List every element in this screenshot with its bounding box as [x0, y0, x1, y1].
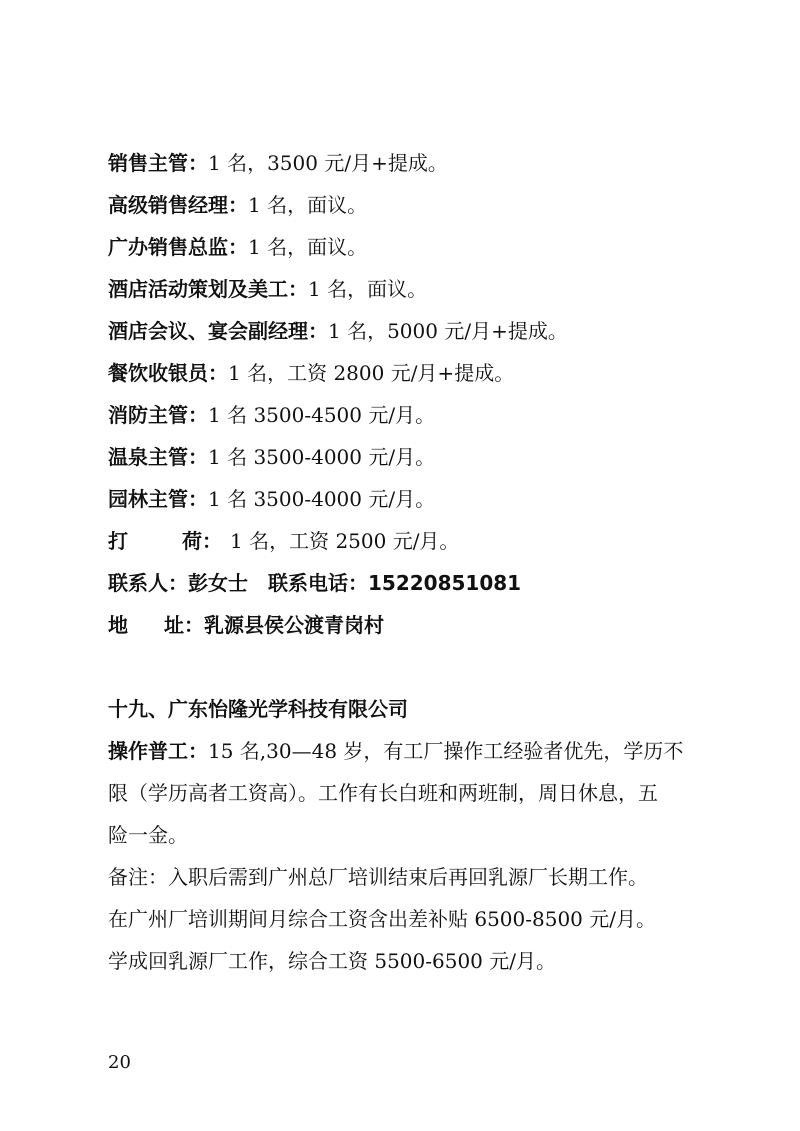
job-sales-supervisor: 销售主管：1 名，3500 元/月+提成。: [108, 151, 448, 175]
job-fire-supervisor: 消防主管：1 名 3500-4500 元/月。: [108, 403, 436, 427]
company-note-1: 备注：入职后需到广州总厂培训结束后再回乳源厂长期工作。: [108, 865, 648, 889]
job-hot-spring-supervisor: 温泉主管：1 名 3500-4000 元/月。: [108, 445, 436, 469]
job-banquet-deputy-manager: 酒店会议、宴会副经理：1 名，5000 元/月+提成。: [108, 319, 568, 343]
job-garden-supervisor: 园林主管：1 名 3500-4000 元/月。: [108, 487, 436, 511]
job-senior-sales-manager: 高级销售经理：1 名，面议。: [108, 193, 368, 217]
address-line: 地 址：乳源县侯公渡青岗村: [108, 613, 384, 637]
company-job-line-1: 操作普工：15 名,30—48 岁，有工厂操作工经验者优先，学历不: [108, 739, 684, 763]
job-sales-director: 广办销售总监：1 名，面议。: [108, 235, 368, 259]
company-job-line-3: 险一金。: [108, 823, 188, 847]
company-job-line-2: 限（学历高者工资高）。工作有长白班和两班制，周日休息，五: [108, 781, 658, 805]
job-porter: 打 荷： 1 名，工资 2500 元/月。: [108, 529, 460, 553]
contact-line: 联系人：彭女士 联系电话：15220851081: [108, 571, 522, 595]
job-event-planner: 酒店活动策划及美工：1 名，面议。: [108, 277, 428, 301]
company-heading: 十九、广东怡隆光学科技有限公司: [108, 697, 408, 721]
page-number: 20: [108, 1052, 131, 1073]
job-cashier: 餐饮收银员：1 名，工资 2800 元/月+提成。: [108, 361, 515, 385]
company-note-2: 在广州厂培训期间月综合工资含出差补贴 6500-8500 元/月。: [108, 907, 657, 931]
company-note-3: 学成回乳源厂工作，综合工资 5500-6500 元/月。: [108, 949, 557, 973]
